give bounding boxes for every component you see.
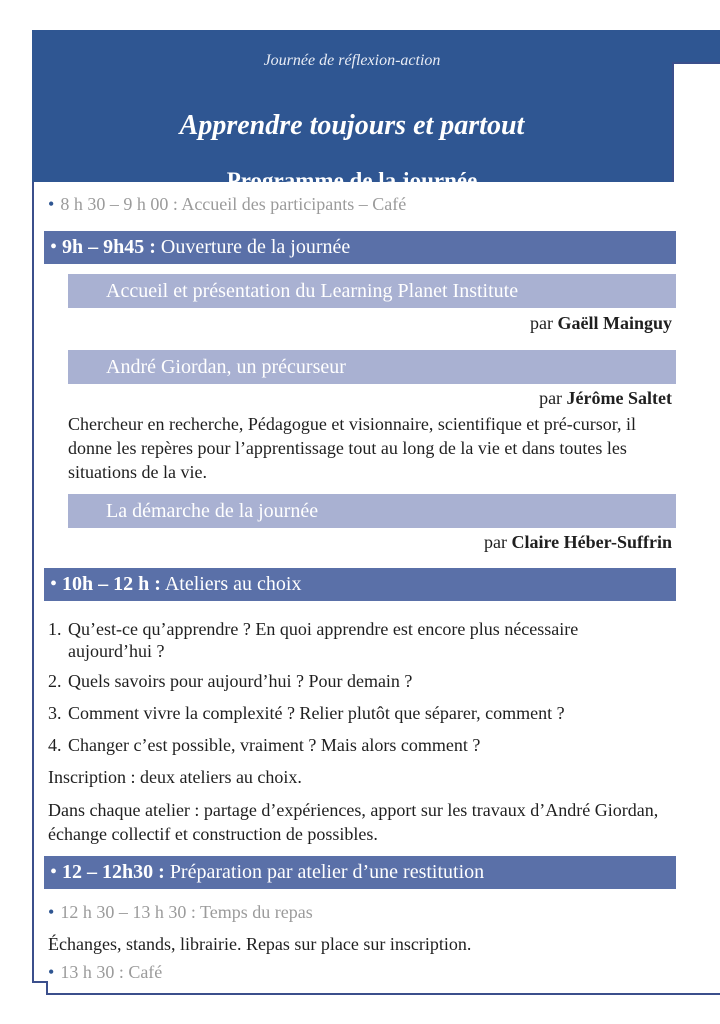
session-2-description: Chercheur en recherche, Pédagogue et visionnaire, scientifique et pré-cursor, il donne les repères pour l’apprentissage tout au long de la vie et dans toutes les situations de la vie.	[68, 414, 637, 482]
schedule-accueil: • 8 h 30 – 9 h 00 : Accueil des participants – Café	[48, 194, 407, 214]
band-ateliers-label: Ateliers au choix	[160, 573, 302, 595]
atelier-item: 2. Quels savoirs pour aujourd’hui ? Pour demain ?	[48, 671, 413, 691]
band-ouverture-label: Ouverture de la journée	[155, 236, 351, 258]
frame-bottom-left-line	[32, 981, 46, 983]
band-ateliers	[44, 568, 676, 601]
header-title: Apprendre toujours et partout	[179, 110, 525, 141]
header-kicker: Journée de réflexion-action	[263, 52, 441, 69]
schedule-repas: • 12 h 30 – 13 h 30 : Temps du repas	[48, 902, 313, 922]
session-2-speaker: Jérôme Saltet	[566, 388, 672, 408]
band-ouverture-time: 9h – 9h45 :	[62, 236, 156, 258]
band-ateliers-time: 10h – 12 h :	[62, 573, 161, 595]
session-3-speaker-line: par Claire Héber-Suffrin	[484, 532, 672, 552]
header-corner-tab	[672, 30, 720, 62]
atelier-item: 3. Comment vivre la complexité ? Relier plutôt que séparer, comment ?	[48, 703, 565, 723]
frame-bottom-line	[46, 993, 720, 995]
bullet-icon: •	[48, 194, 55, 214]
bullet-icon: •	[48, 902, 55, 922]
band-ouverture	[44, 231, 676, 264]
session-3-speaker: Claire Héber-Suffrin	[511, 532, 672, 552]
header-subtitle: Programme de la journée	[226, 168, 478, 193]
program-header	[32, 30, 672, 193]
band-preparation-time: 12 – 12h30 :	[62, 861, 165, 883]
frame-right-line	[672, 62, 674, 182]
atelier-item: 4. Changer c’est possible, vraiment ? Mais alors comment ?	[48, 735, 481, 755]
frame-right-top-line	[672, 62, 720, 64]
schedule-cafe: • 13 h 30 : Café	[48, 962, 163, 982]
session-1-speaker-line: par Gaëll Mainguy	[530, 313, 672, 333]
session-title-1: Accueil et présentation du Learning Planet Institute	[68, 274, 676, 308]
ateliers-inscription: Inscription : deux ateliers au choix.	[48, 767, 302, 787]
schedule-echanges: Échanges, stands, librairie. Repas sur place sur inscription.	[48, 934, 472, 954]
bullet-icon: •	[50, 861, 58, 883]
session-title-3: La démarche de la journée	[68, 494, 676, 528]
session-1-speaker: Gaëll Mainguy	[557, 313, 672, 333]
session-title-2: André Giordan, un précurseur	[68, 350, 676, 384]
bullet-icon: •	[48, 962, 55, 982]
session-2-speaker-line: par Jérôme Saltet	[539, 388, 672, 408]
band-preparation-label: Préparation par atelier d’une restitution	[164, 861, 485, 883]
bullet-icon: •	[50, 573, 58, 595]
bullet-icon: •	[50, 236, 58, 258]
ateliers-detail: Dans chaque atelier : partage d’expériences, apport sur les travaux d’André Giordan, échange collectif et construction de possibles.	[48, 800, 659, 844]
atelier-item: 1. Qu’est-ce qu’apprendre ? En quoi apprendre est encore plus nécessaire aujourd’hui ?	[48, 619, 579, 661]
band-preparation	[44, 856, 676, 889]
